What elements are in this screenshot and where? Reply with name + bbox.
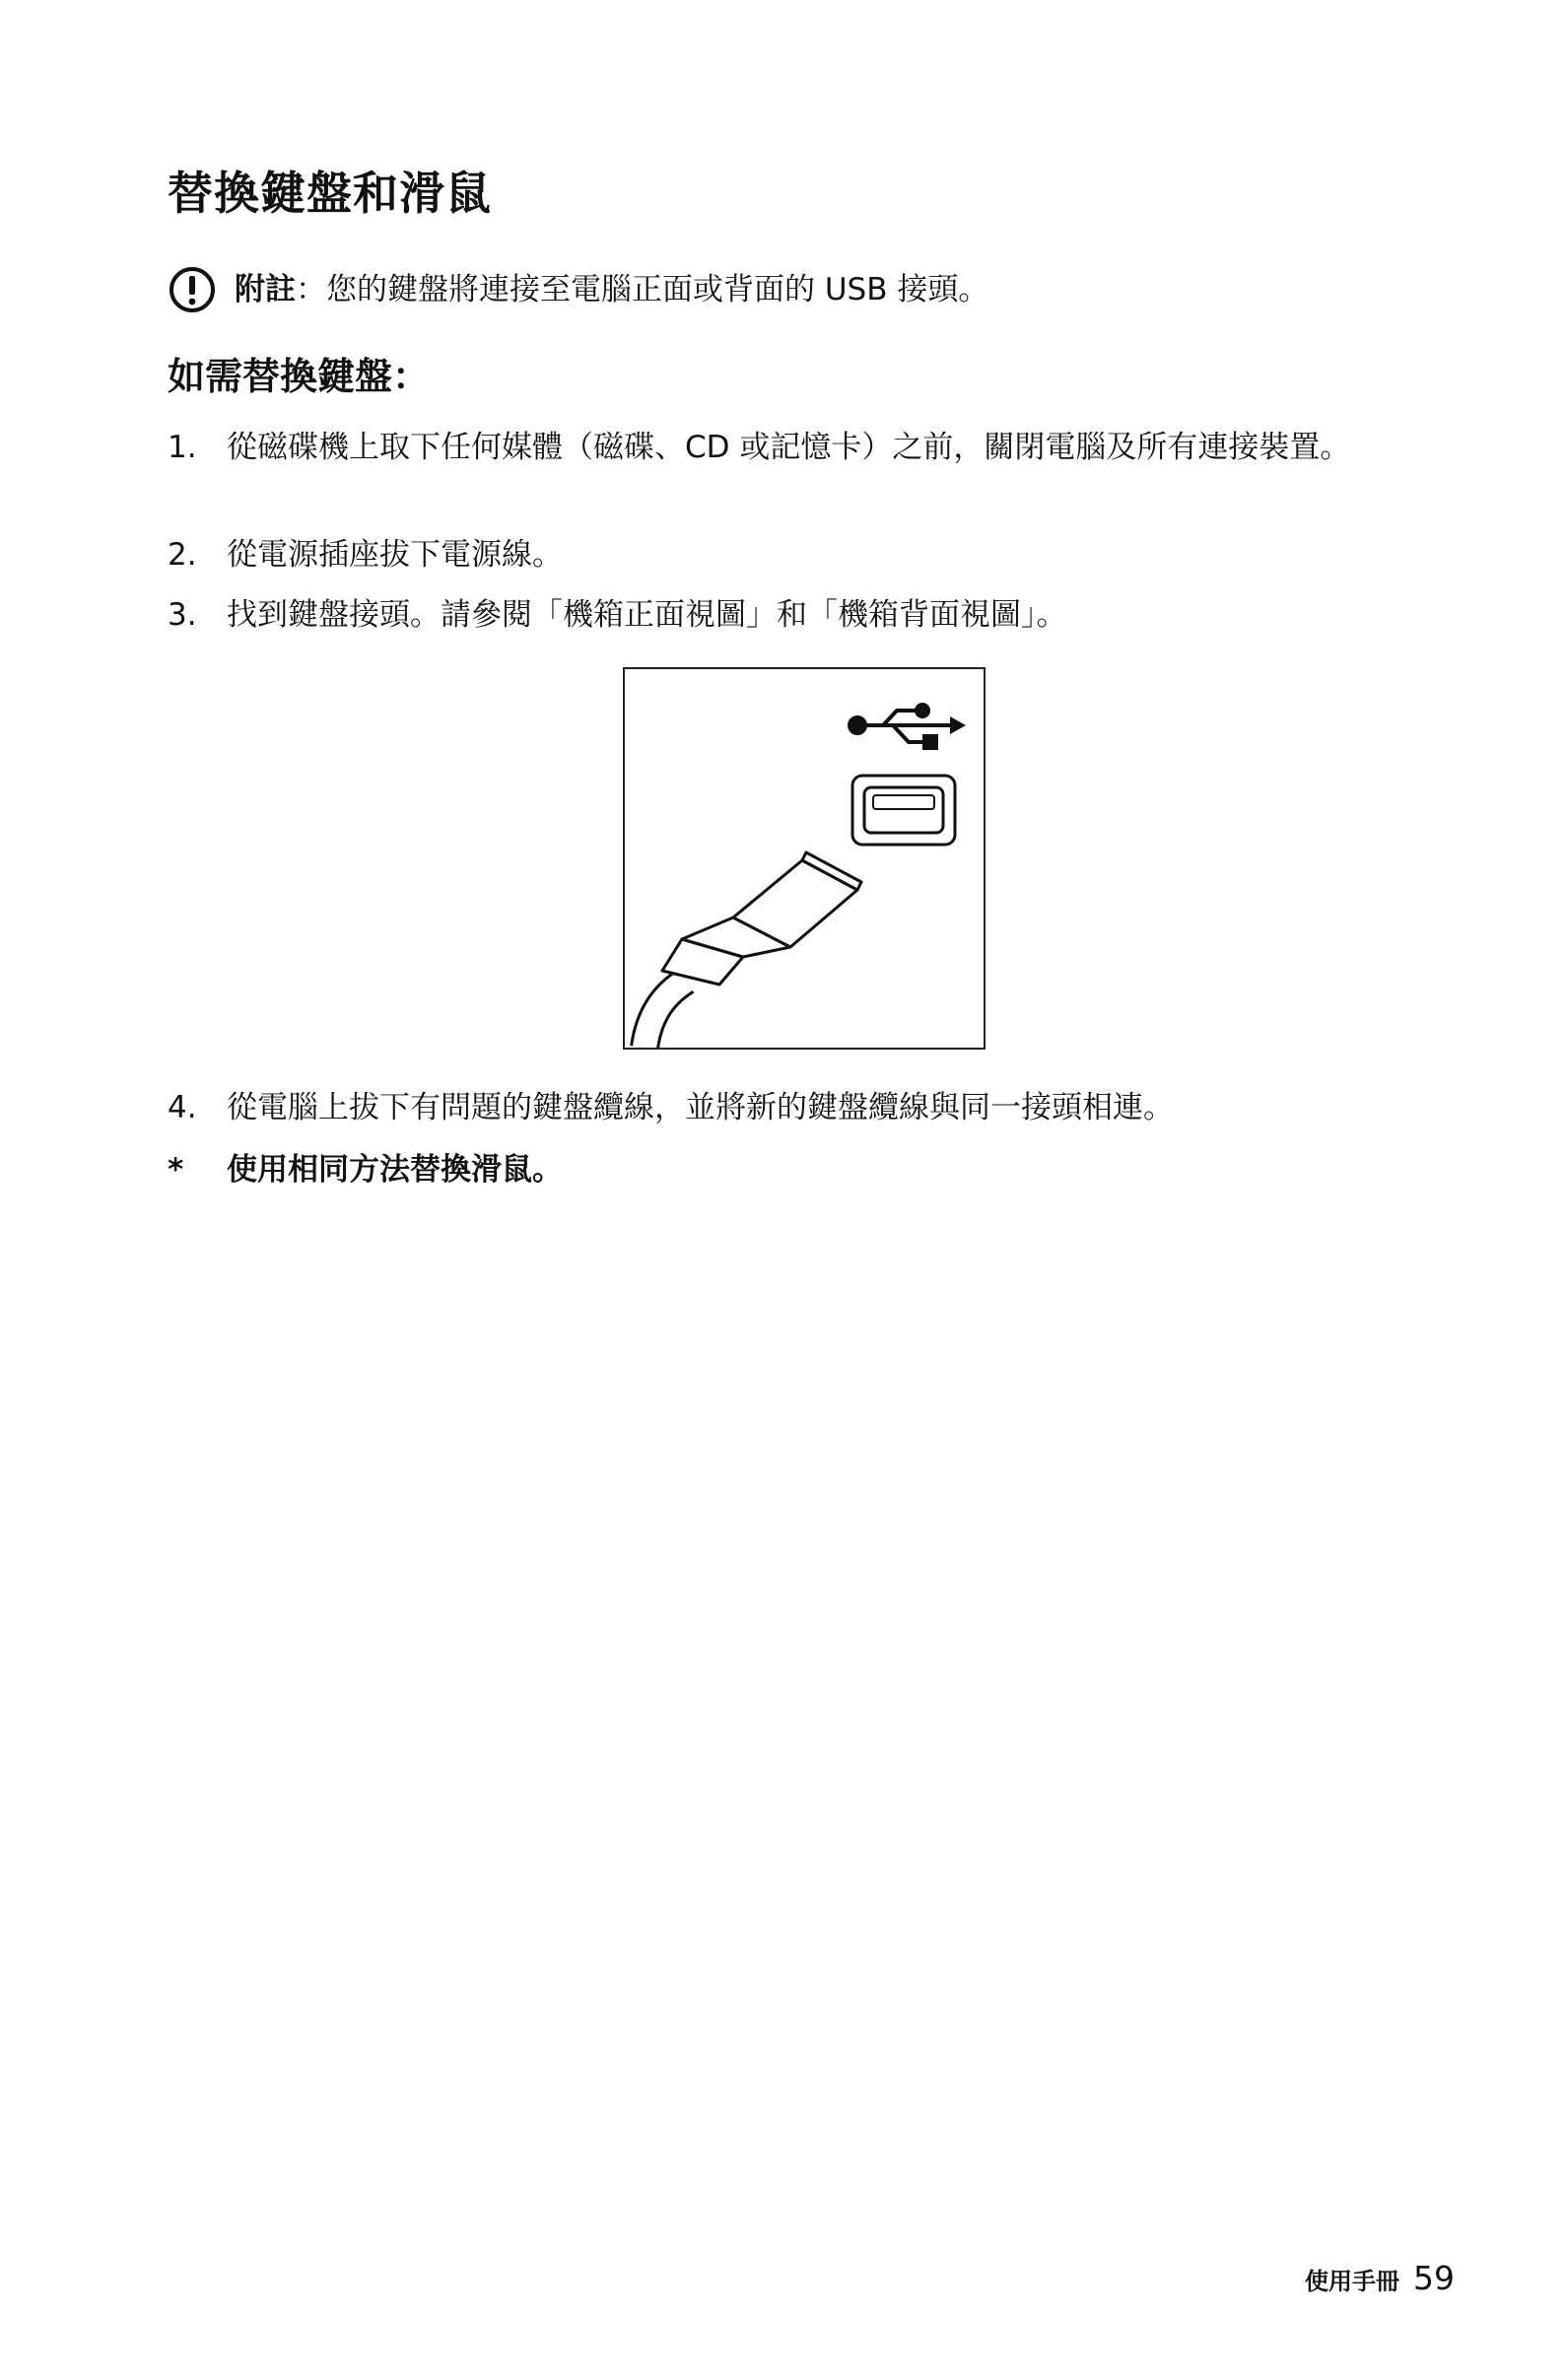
tip (168, 1146, 1449, 1193)
tip-text: 使用相同方法替換滑鼠。 (227, 1152, 563, 1188)
step-number: 1. (168, 430, 197, 465)
usb-plug-icon (645, 852, 861, 1048)
step-text: 從電源插座拔下電源線。 (227, 537, 563, 573)
step-number: 2. (168, 537, 197, 573)
page-title: 替換鍵盤和滑鼠 (168, 167, 492, 220)
note (168, 260, 988, 319)
section-title: 如需替換鍵盤： (168, 355, 431, 398)
note-label: 附註 (235, 272, 296, 307)
step-text: 從磁碟機上取下任何媒體（磁碟、CD 或記憶卡）之前，關閉電腦及所有連接裝置。 (227, 430, 1351, 465)
note-text: ：您的鍵盤將連接至電腦正面或背面的 USB 接頭。 (296, 272, 989, 307)
footer-label: 使用手冊 (1305, 2268, 1399, 2295)
page-number: 59 (1413, 2259, 1455, 2297)
usb-connector-figure (623, 667, 986, 1050)
footer (1222, 2259, 1455, 2297)
exclamation-circle-icon (168, 265, 217, 314)
tip-marker: * (168, 1152, 184, 1188)
step-3 (168, 591, 1449, 639)
step-1 (168, 424, 1449, 471)
step-text: 找到鍵盤接頭。請參閱「機箱正面視圖」和「機箱背面視圖」。 (227, 597, 1067, 633)
step-2 (168, 531, 1449, 578)
step-text: 從電腦上拔下有問題的鍵盤纜線，並將新的鍵盤纜線與同一接頭相連。 (227, 1090, 1174, 1125)
usb-port-icon (852, 776, 955, 845)
step-4 (168, 1084, 1449, 1131)
step-number: 3. (168, 597, 197, 633)
step-number: 4. (168, 1090, 197, 1125)
usb-symbol-icon (850, 705, 966, 750)
